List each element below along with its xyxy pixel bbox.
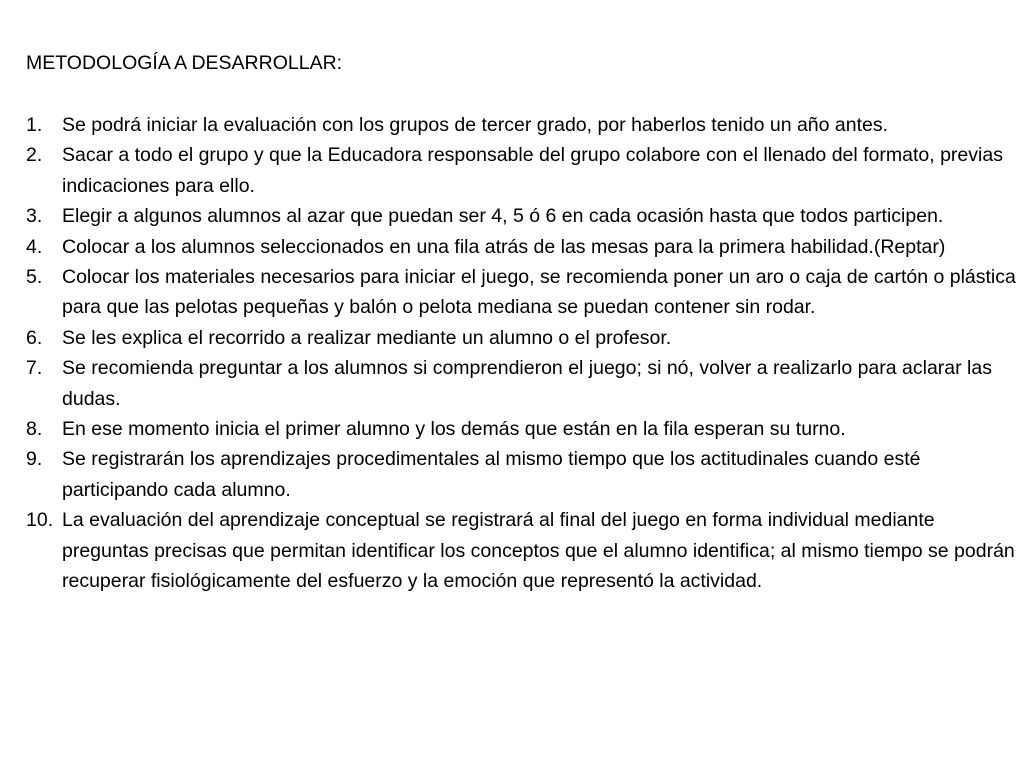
list-item-number: 6. <box>26 326 43 349</box>
list-item-number: 5. <box>26 266 43 289</box>
list-item-number: 2. <box>26 144 43 167</box>
list-item <box>26 414 1016 444</box>
list-item <box>26 444 1016 505</box>
list-item-text: Colocar a los alumnos seleccionados en una fila atrás de las mesas para la primera habilidad.(Reptar) <box>62 235 946 258</box>
list-item-text: La evaluación del aprendizaje conceptual se registrará al final del juego en forma individual mediante preguntas precisas que permitan identificar los conceptos que el alumno identifica; al mismo tiempo se podrán recuperar fisiológicamente del esfuerzo y la emoción que representó la actividad. <box>62 509 1015 593</box>
list-item-number: 1. <box>26 114 43 136</box>
list-item <box>26 262 1016 323</box>
list-item-number: 4. <box>26 235 43 258</box>
list-item-number: 9. <box>26 448 43 471</box>
list-item-number: 10. <box>26 509 54 532</box>
list-item-text: Colocar los materiales necesarios para iniciar el juego, se recomienda poner un aro o caja de cartón o plástica para que las pelotas pequeñas y balón o pelota mediana se puedan contener sin rodar. <box>62 266 1016 319</box>
list-item <box>26 323 1016 353</box>
list-item <box>26 140 1016 201</box>
list-item-text: Se podrá iniciar la evaluación con los grupos de tercer grado, por haberlos tenido un año antes. <box>62 114 889 136</box>
page-heading: METODOLOGÍA A DESARROLLAR: <box>26 52 343 74</box>
list-item <box>26 505 1016 596</box>
methodology-list <box>26 110 1016 597</box>
list-item-text: Se les explica el recorrido a realizar mediante un alumno o el profesor. <box>62 326 672 349</box>
list-item <box>26 353 1016 414</box>
list-item <box>26 201 1016 231</box>
list-item-text: Sacar a todo el grupo y que la Educadora responsable del grupo colabore con el llenado del formato, previas indicaciones para ello. <box>62 144 1003 197</box>
list-item <box>26 232 1016 262</box>
list-item-number: 7. <box>26 357 43 380</box>
list-item-number: 3. <box>26 205 43 228</box>
list-item-text: Se recomienda preguntar a los alumnos si comprendieron el juego; si nó, volver a realizarlo para aclarar las dudas. <box>62 357 992 410</box>
list-item-text: Se registrarán los aprendizajes procedimentales al mismo tiempo que los actitudinales cuando esté participando cada alumno. <box>62 448 921 501</box>
list-item <box>26 110 1016 140</box>
list-item-text: En ese momento inicia el primer alumno y los demás que están en la fila esperan su turno. <box>62 418 846 441</box>
list-item-number: 8. <box>26 418 43 441</box>
list-item-text: Elegir a algunos alumnos al azar que puedan ser 4, 5 ó 6 en cada ocasión hasta que todos participen. <box>62 205 944 228</box>
